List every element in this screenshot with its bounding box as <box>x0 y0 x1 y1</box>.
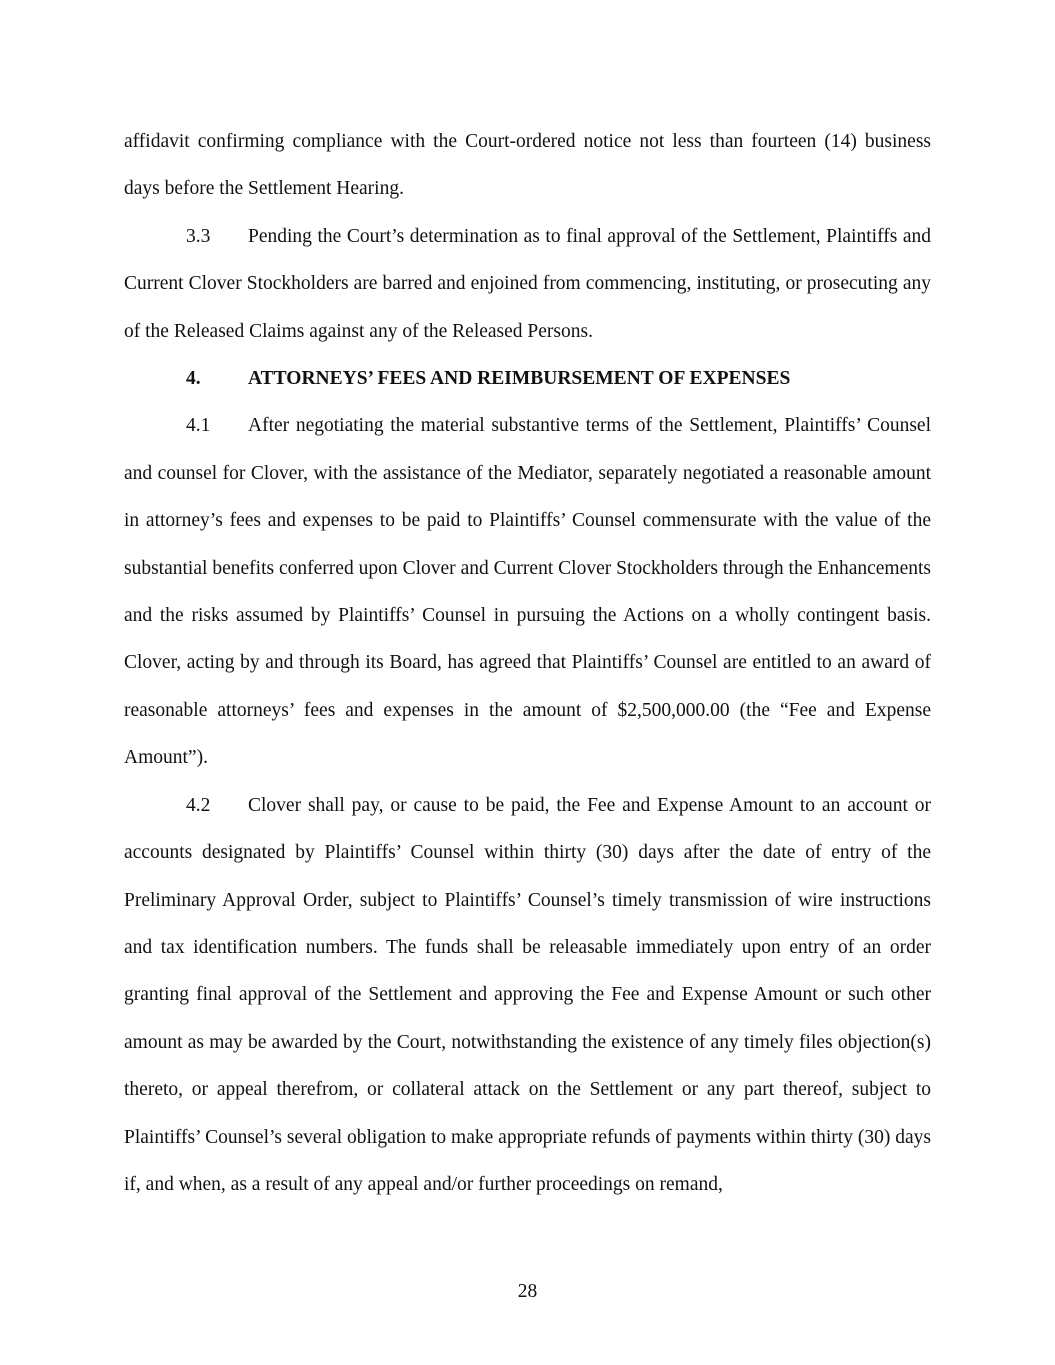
section-3-3-text: Pending the Court’s determination as to final approval of the Settlement, Plaintiffs and Current Clover Stockholders are barred and enjoined from commencing, instituting, or prosecuting any of the Released Claims against any of the Released Persons. <box>124 225 931 342</box>
section-4-title: ATTORNEYS’ FEES AND REIMBURSEMENT OF EXPENSES <box>248 368 791 390</box>
document-body <box>124 118 931 1208</box>
section-3-3-number: 3.3 <box>186 225 211 247</box>
section-4-number: 4. <box>186 368 201 390</box>
section-4-2-paragraph <box>124 782 931 1209</box>
page-number: 28 <box>517 1281 538 1302</box>
section-4-1-number: 4.1 <box>186 415 211 437</box>
section-3-3-paragraph <box>124 213 931 355</box>
section-4-1-text: After negotiating the material substantive terms of the Settlement, Plaintiffs’ Counsel and counsel for Clover, with the assistance of the Mediator, separately negotiated a reasonable amount in attorney’s fees and expenses to be paid to Plaintiffs’ Counsel commensurate with the value of the substantial benefits conferred upon Clover and Current Clover Stockholders through the Enhancements and the risks assumed by Plaintiffs’ Counsel in pursuing the Actions on a wholly contingent basis. Clover, acting by and through its Board, has agreed that Plaintiffs’ Counsel are entitled to an award of reasonable attorneys’ fees and expenses in the amount of $2,500,000.00 (the “Fee and Expense Amount”). <box>124 415 931 769</box>
section-4-1-paragraph <box>124 402 931 781</box>
section-4-2-text: Clover shall pay, or cause to be paid, the Fee and Expense Amount to an account or accounts designated by Plaintiffs’ Counsel within thirty (30) days after the date of entry of the Preliminary Approval Order, subject to Plaintiffs’ Counsel’s timely transmission of wire instructions and tax identification numbers. The funds shall be releasable immediately upon entry of an order granting final approval of the Settlement and approving the Fee and Expense Amount or such other amount as may be awarded by the Court, notwithstanding the existence of any timely files objection(s) thereto, or appeal therefrom, or collateral attack on the Settlement or any part thereof, subject to Plaintiffs’ Counsel’s several obligation to make appropriate refunds of payments within thirty (30) days if, and when, as a result of any appeal and/or further proceedings on remand, <box>124 794 931 1195</box>
section-4-2-number: 4.2 <box>186 794 211 816</box>
continuation-paragraph: affidavit confirming compliance with the Court-ordered notice not less than fourteen (14) business days before the Settlement Hearing. <box>124 131 931 200</box>
section-4-heading <box>124 355 931 402</box>
